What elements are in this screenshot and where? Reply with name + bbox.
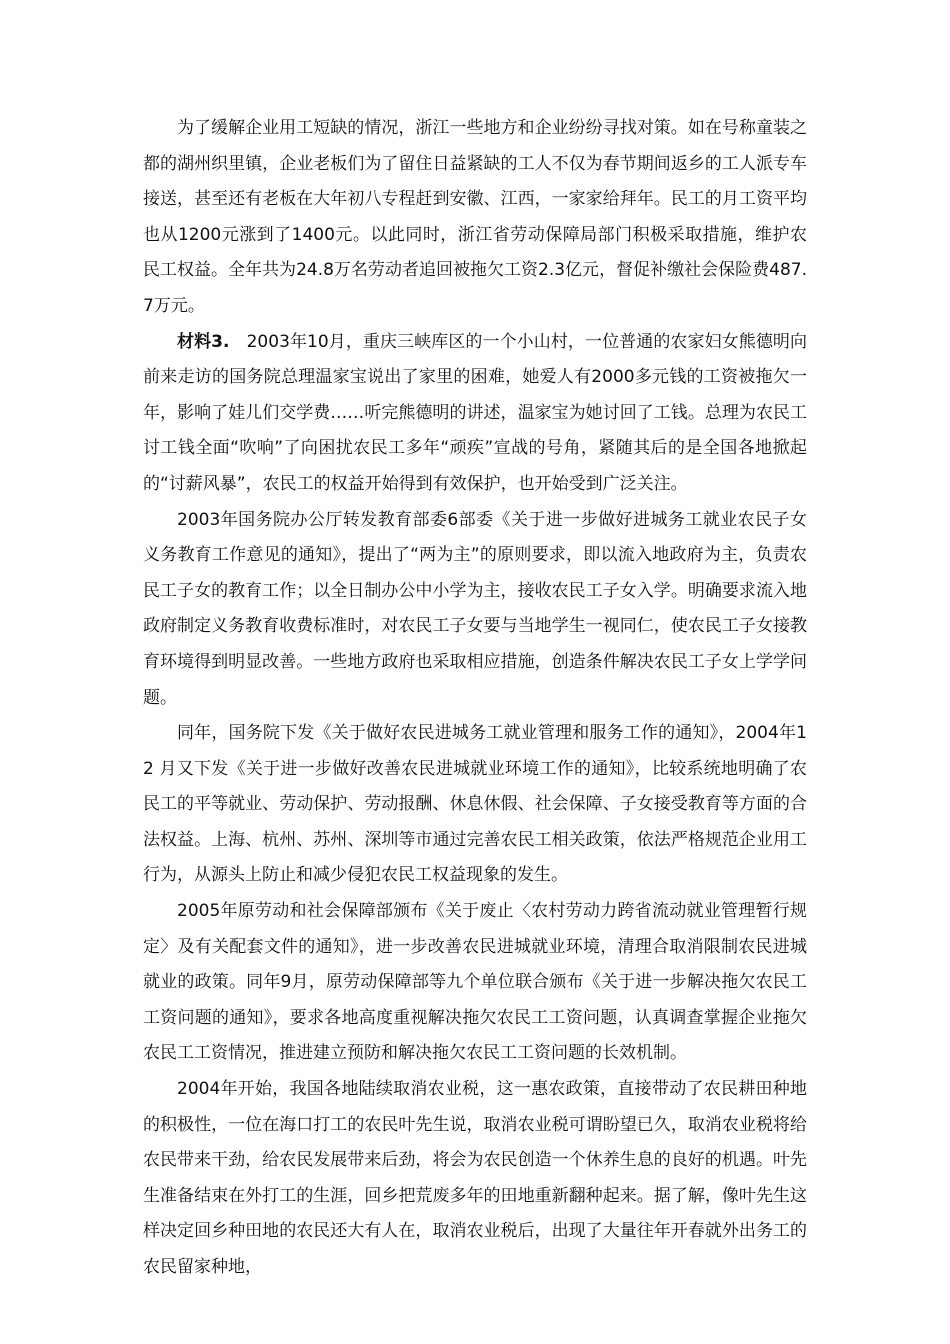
paragraph-5 [143,894,807,1072]
material-label: 材料3. [177,331,230,352]
paragraph-5-text: 2005年原劳动和社会保障部颁布《关于废止〈农村劳动力跨省流动就业管理暂行规定〉及有关配套文件的通知》，进一步改善农民进城就业环境，清理合取消限制农民进城就业的政策。同年9月，原劳动保障部等九个单位联合颁布《关于进一步解决拖欠农民工工资问题的通知》，要求各地高度重视解决拖欠农民工工资问题，认真调查掌握企业拖欠农民工工资情况，推进建立预防和解决拖欠农民工工资问题的长效机制。 [143,901,807,1064]
paragraph-4-text: 同年，国务院下发《关于做好农民进城务工就业管理和服务工作的通知》，2004年12 月又下发《关于进一步做好改善农民进城就业环境工作的通知》，比较系统地明确了农民工的平等就业、劳动保护、劳动报酬、休息休假、社会保障、子女接受教育等方面的合法权益。上海、杭州、苏州、深圳等市通过完善农民工相关政策，依法严格规范企业用工行为，从源头上防止和减少侵犯农民工权益现象的发生。 [143,723,807,886]
paragraph-1 [143,111,807,325]
paragraph-3-text: 2003年国务院办公厅转发教育部委6部委《关于进一步做好进城务工就业农民子女义务教育工作意见的通知》，提出了“两为主”的原则要求，即以流入地政府为主，负责农民工子女的教育工作；以全日制办公中小学为主，接收农民工子女入学。明确要求流入地政府制定义务教育收费标准时，对农民工子女要与当地学生一视同仁，使农民工子女接教育环境得到明显改善。一些地方政府也采取相应措施，创造条件解决农民工子女上学学问题。 [143,509,807,708]
paragraph-4 [143,716,807,894]
paragraph-3 [143,503,807,717]
paragraph-2 [143,325,807,503]
paragraph-2-text: 2003年10月，重庆三峡库区的一个小山村，一位普通的农家妇女熊德明向前来走访的国务院总理温家宝说出了家里的困难，她爱人有2000多元钱的工资被拖欠一年，影响了娃儿们交学费……听完熊德明的讲述，温家宝为她讨回了工钱。总理为农民工讨工钱全面“吹响”了向困扰农民工多年“顽疾”宣战的号角，紧随其后的是全国各地掀起的“讨薪风暴”，农民工的权益开始得到有效保护，也开始受到广泛关注。 [143,331,807,494]
document-body [143,111,807,1286]
paragraph-6 [143,1072,807,1286]
paragraph-6-text: 2004年开始，我国各地陆续取消农业税，这一惠农政策，直接带动了农民耕田种地的积极性，一位在海口打工的农民叶先生说，取消农业税可谓盼望已久，取消农业税将给农民带来干劲，给农民发展带来后劲，将会为农民创造一个休养生息的良好的机遇。叶先生准备结束在外打工的生涯，回乡把荒废多年的田地重新翻种起来。据了解，像叶先生这样决定回乡种田地的农民还大有人在，取消农业税后，出现了大量往年开春就外出务工的农民留家种地， [143,1079,807,1277]
paragraph-1-text: 为了缓解企业用工短缺的情况，浙江一些地方和企业纷纷寻找对策。如在号称童装之都的湖州织里镇，企业老板们为了留住日益紧缺的工人不仅为春节期间返乡的工人派专车接送，甚至还有老板在大年初八专程赶到安徽、江西，一家家给拜年。民工的月工资平均也从1200元涨到了1400元。以此同时，浙江省劳动保障局部门积极采取措施，维护农民工权益。全年共为24.8万名劳动者追回被拖欠工资2.3亿元，督促补缴社会保险费487.7万元。 [143,118,807,316]
